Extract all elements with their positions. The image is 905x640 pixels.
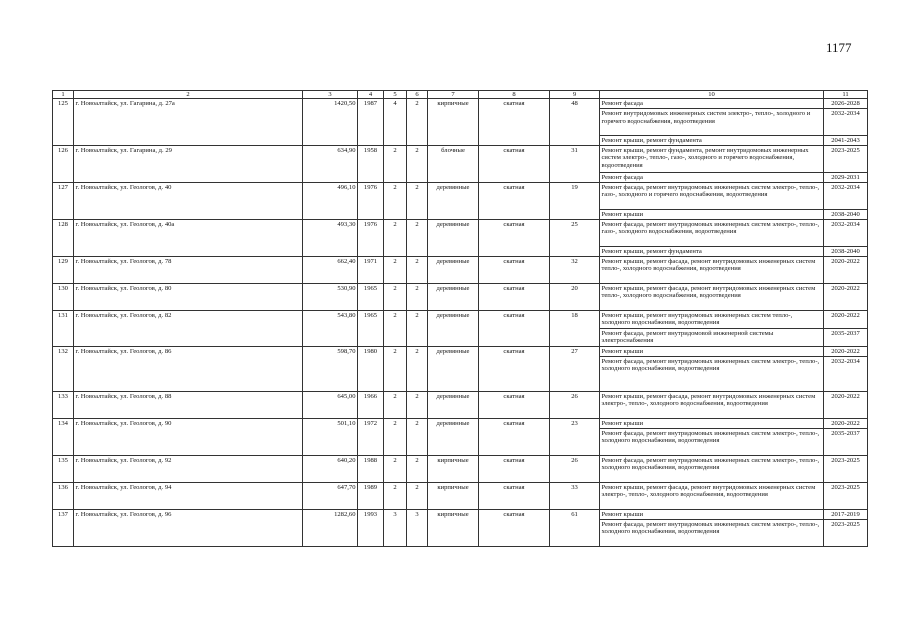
area-cell: 598,70 [303, 347, 358, 392]
table-row [53, 347, 868, 357]
address-cell: г. Новоалтайск, ул. Геологов, д. 40а [74, 220, 303, 257]
entrances-cell: 3 [407, 510, 428, 547]
work-period-cell: 2020-2022 [824, 347, 868, 357]
floors-cell: 2 [384, 183, 407, 220]
work-period-cell: 2023-2025 [824, 456, 868, 483]
entrances-cell: 2 [407, 483, 428, 510]
year-cell: 1980 [358, 347, 384, 392]
area-cell: 496,10 [303, 183, 358, 220]
column-number: 2 [74, 91, 303, 99]
area-cell: 1282,60 [303, 510, 358, 547]
column-number: 11 [824, 91, 868, 99]
roof-type-cell: скатная [479, 510, 550, 547]
row-number-cell: 133 [53, 392, 74, 419]
flats-cell: 19 [550, 183, 600, 220]
work-description-cell: Ремонт крыши [600, 419, 824, 429]
flats-cell: 61 [550, 510, 600, 547]
row-number-cell: 136 [53, 483, 74, 510]
area-cell: 645,00 [303, 392, 358, 419]
roof-type-cell: скатная [479, 392, 550, 419]
work-period-cell: 2032-2034 [824, 183, 868, 210]
flats-cell: 20 [550, 284, 600, 311]
year-cell: 1965 [358, 284, 384, 311]
column-number: 8 [479, 91, 550, 99]
roof-type-cell: скатная [479, 347, 550, 392]
work-description-cell: Ремонт фасада [600, 99, 824, 109]
floors-cell: 2 [384, 419, 407, 456]
area-cell: 530,90 [303, 284, 358, 311]
wall-material-cell: деревянные [428, 347, 479, 392]
wall-material-cell: деревянные [428, 257, 479, 284]
area-cell: 543,80 [303, 311, 358, 347]
column-number: 10 [600, 91, 824, 99]
work-period-cell: 2035-2037 [824, 329, 868, 347]
floors-cell: 3 [384, 510, 407, 547]
column-number: 3 [303, 91, 358, 99]
entrances-cell: 2 [407, 183, 428, 220]
table-row [53, 483, 868, 510]
row-number-cell: 131 [53, 311, 74, 347]
floors-cell: 4 [384, 99, 407, 146]
wall-material-cell: кирпичные [428, 99, 479, 146]
floors-cell: 2 [384, 392, 407, 419]
wall-material-cell: деревянные [428, 284, 479, 311]
work-description-cell: Ремонт крыши, ремонт фасада, ремонт внутридомовых инженерных систем электро-, тепло-, холодного водоснабжения, водоотведения [600, 392, 824, 419]
address-cell: г. Новоалтайск, ул. Гагарина, д. 29 [74, 146, 303, 183]
address-cell: г. Новоалтайск, ул. Геологов, д. 86 [74, 347, 303, 392]
table-row [53, 183, 868, 210]
roof-type-cell: скатная [479, 257, 550, 284]
work-description-cell: Ремонт фасада, ремонт внутридомовых инженерных систем электро-, тепло-, холодного водоснабжения, водоотведения [600, 456, 824, 483]
work-period-cell: 2029-2031 [824, 173, 868, 183]
area-cell: 493,30 [303, 220, 358, 257]
year-cell: 1965 [358, 311, 384, 347]
work-description-cell: Ремонт крыши, ремонт внутридомовых инженерных систем тепло-, холодного водоснабжения, водоотведения [600, 311, 824, 329]
work-period-cell: 2032-2034 [824, 220, 868, 247]
address-cell: г. Новоалтайск, ул. Геологов, д. 78 [74, 257, 303, 284]
table-body [53, 99, 868, 547]
table-row [53, 392, 868, 419]
work-description-cell: Ремонт фасада, ремонт внутридомовых инженерных систем электро-, тепло-, холодного водоснабжения, водоотведения [600, 429, 824, 456]
column-number: 7 [428, 91, 479, 99]
flats-cell: 48 [550, 99, 600, 146]
flats-cell: 23 [550, 419, 600, 456]
wall-material-cell: деревянные [428, 392, 479, 419]
work-period-cell: 2020-2022 [824, 392, 868, 419]
floors-cell: 2 [384, 347, 407, 392]
column-number: 6 [407, 91, 428, 99]
work-period-cell: 2023-2025 [824, 146, 868, 173]
entrances-cell: 2 [407, 456, 428, 483]
flats-cell: 26 [550, 392, 600, 419]
row-number-cell: 125 [53, 99, 74, 146]
work-period-cell: 2032-2034 [824, 357, 868, 392]
address-cell: г. Новоалтайск, ул. Геологов, д. 94 [74, 483, 303, 510]
work-description-cell: Ремонт крыши [600, 510, 824, 520]
flats-cell: 32 [550, 257, 600, 284]
work-period-cell: 2035-2037 [824, 429, 868, 456]
year-cell: 1976 [358, 220, 384, 257]
page-number: 1177 [826, 40, 852, 55]
table-row [53, 284, 868, 311]
table-row [53, 456, 868, 483]
roof-type-cell: скатная [479, 99, 550, 146]
row-number-cell: 132 [53, 347, 74, 392]
wall-material-cell: кирпичные [428, 510, 479, 547]
work-description-cell: Ремонт фасада, ремонт внутридомовой инженерной системы электроснабжения [600, 329, 824, 347]
year-cell: 1972 [358, 419, 384, 456]
year-cell: 1966 [358, 392, 384, 419]
entrances-cell: 2 [407, 257, 428, 284]
address-cell: г. Новоалтайск, ул. Геологов, д. 92 [74, 456, 303, 483]
row-number-cell: 135 [53, 456, 74, 483]
work-description-cell: Ремонт фасада, ремонт внутридомовых инженерных систем электро-, тепло-, газо-, холодного водоснабжения, водоотведения [600, 220, 824, 247]
wall-material-cell: деревянные [428, 419, 479, 456]
column-number: 5 [384, 91, 407, 99]
roof-type-cell: скатная [479, 220, 550, 257]
address-cell: г. Новоалтайск, ул. Геологов, д. 96 [74, 510, 303, 547]
year-cell: 1993 [358, 510, 384, 547]
wall-material-cell: деревянные [428, 311, 479, 347]
area-cell: 647,70 [303, 483, 358, 510]
flats-cell: 33 [550, 483, 600, 510]
table-row [53, 311, 868, 329]
floors-cell: 2 [384, 146, 407, 183]
table-row [53, 99, 868, 109]
work-period-cell: 2026-2028 [824, 99, 868, 109]
address-cell: г. Новоалтайск, ул. Геологов, д. 82 [74, 311, 303, 347]
entrances-cell: 2 [407, 146, 428, 183]
work-description-cell: Ремонт крыши, ремонт фасада, ремонт внутридомовых инженерных систем электро-, тепло-, холодного водоснабжения, водоотведения [600, 483, 824, 510]
year-cell: 1987 [358, 99, 384, 146]
wall-material-cell: кирпичные [428, 456, 479, 483]
work-period-cell: 2020-2022 [824, 311, 868, 329]
work-description-cell: Ремонт крыши, ремонт фундамента [600, 136, 824, 146]
table-row [53, 146, 868, 173]
flats-cell: 18 [550, 311, 600, 347]
table-row [53, 510, 868, 520]
work-description-cell: Ремонт фасада, ремонт внутридомовых инженерных систем электро-, тепло-, газо-, холодного и горячего водоснабжения, водоотведения [600, 183, 824, 210]
row-number-cell: 129 [53, 257, 74, 284]
work-period-cell: 2032-2034 [824, 109, 868, 136]
address-cell: г. Новоалтайск, ул. Геологов, д. 88 [74, 392, 303, 419]
roof-type-cell: скатная [479, 146, 550, 183]
entrances-cell: 2 [407, 419, 428, 456]
year-cell: 1988 [358, 456, 384, 483]
row-number-cell: 130 [53, 284, 74, 311]
table-row [53, 419, 868, 429]
area-cell: 501,10 [303, 419, 358, 456]
area-cell: 634,90 [303, 146, 358, 183]
column-number-row [53, 91, 868, 99]
entrances-cell: 2 [407, 220, 428, 257]
work-period-cell: 2020-2022 [824, 257, 868, 284]
wall-material-cell: блочные [428, 146, 479, 183]
column-number: 1 [53, 91, 74, 99]
work-description-cell: Ремонт крыши, ремонт фундамента [600, 247, 824, 257]
area-cell: 640,20 [303, 456, 358, 483]
address-cell: г. Новоалтайск, ул. Геологов, д. 80 [74, 284, 303, 311]
row-number-cell: 134 [53, 419, 74, 456]
floors-cell: 2 [384, 483, 407, 510]
wall-material-cell: деревянные [428, 183, 479, 220]
work-description-cell: Ремонт крыши, ремонт фундамента, ремонт внутридомовых инженерных систем электро-, тепло-, газо-, холодного и горячего водоснабжения, водоотведения [600, 146, 824, 173]
year-cell: 1958 [358, 146, 384, 183]
row-number-cell: 127 [53, 183, 74, 220]
work-description-cell: Ремонт фасада, ремонт внутридомовых инженерных систем электро-, тепло-, холодного водоснабжения, водоотведения [600, 357, 824, 392]
floors-cell: 2 [384, 257, 407, 284]
work-period-cell: 2020-2022 [824, 419, 868, 429]
table-row [53, 257, 868, 284]
address-cell: г. Новоалтайск, ул. Гагарина, д. 27а [74, 99, 303, 146]
flats-cell: 27 [550, 347, 600, 392]
table-row [53, 220, 868, 247]
roof-type-cell: скатная [479, 456, 550, 483]
capital-repair-table [52, 90, 868, 547]
floors-cell: 2 [384, 311, 407, 347]
floors-cell: 2 [384, 456, 407, 483]
work-period-cell: 2023-2025 [824, 520, 868, 547]
year-cell: 1971 [358, 257, 384, 284]
wall-material-cell: деревянные [428, 220, 479, 257]
flats-cell: 25 [550, 220, 600, 257]
wall-material-cell: кирпичные [428, 483, 479, 510]
entrances-cell: 2 [407, 347, 428, 392]
work-description-cell: Ремонт фасада [600, 173, 824, 183]
roof-type-cell: скатная [479, 183, 550, 220]
work-description-cell: Ремонт крыши, ремонт фасада, ремонт внутридомовых инженерных систем тепло-, холодного водоснабжения, водоотведения [600, 284, 824, 311]
entrances-cell: 2 [407, 284, 428, 311]
work-period-cell: 2020-2022 [824, 284, 868, 311]
row-number-cell: 126 [53, 146, 74, 183]
work-description-cell: Ремонт крыши, ремонт фасада, ремонт внутридомовых инженерных систем тепло-, холодного водоснабжения, водоотведения [600, 257, 824, 284]
area-cell: 1420,50 [303, 99, 358, 146]
floors-cell: 2 [384, 284, 407, 311]
year-cell: 1989 [358, 483, 384, 510]
row-number-cell: 128 [53, 220, 74, 257]
work-period-cell: 2023-2025 [824, 483, 868, 510]
roof-type-cell: скатная [479, 284, 550, 311]
flats-cell: 26 [550, 456, 600, 483]
work-description-cell: Ремонт крыши [600, 347, 824, 357]
column-number: 9 [550, 91, 600, 99]
work-period-cell: 2017-2019 [824, 510, 868, 520]
year-cell: 1976 [358, 183, 384, 220]
work-period-cell: 2038-2040 [824, 247, 868, 257]
row-number-cell: 137 [53, 510, 74, 547]
column-number: 4 [358, 91, 384, 99]
address-cell: г. Новоалтайск, ул. Геологов, д. 40 [74, 183, 303, 220]
entrances-cell: 2 [407, 311, 428, 347]
entrances-cell: 2 [407, 392, 428, 419]
flats-cell: 31 [550, 146, 600, 183]
address-cell: г. Новоалтайск, ул. Геологов, д. 90 [74, 419, 303, 456]
floors-cell: 2 [384, 220, 407, 257]
roof-type-cell: скатная [479, 483, 550, 510]
roof-type-cell: скатная [479, 311, 550, 347]
area-cell: 662,40 [303, 257, 358, 284]
work-description-cell: Ремонт крыши [600, 210, 824, 220]
roof-type-cell: скатная [479, 419, 550, 456]
work-period-cell: 2041-2043 [824, 136, 868, 146]
work-description-cell: Ремонт внутридомовых инженерных систем электро-, тепло-, холодного и горячего водоснабжения, водоотведения [600, 109, 824, 136]
work-description-cell: Ремонт фасада, ремонт внутридомовых инженерных систем электро-, тепло-, холодного водоснабжения, водоотведения [600, 520, 824, 547]
work-period-cell: 2038-2040 [824, 210, 868, 220]
entrances-cell: 2 [407, 99, 428, 146]
